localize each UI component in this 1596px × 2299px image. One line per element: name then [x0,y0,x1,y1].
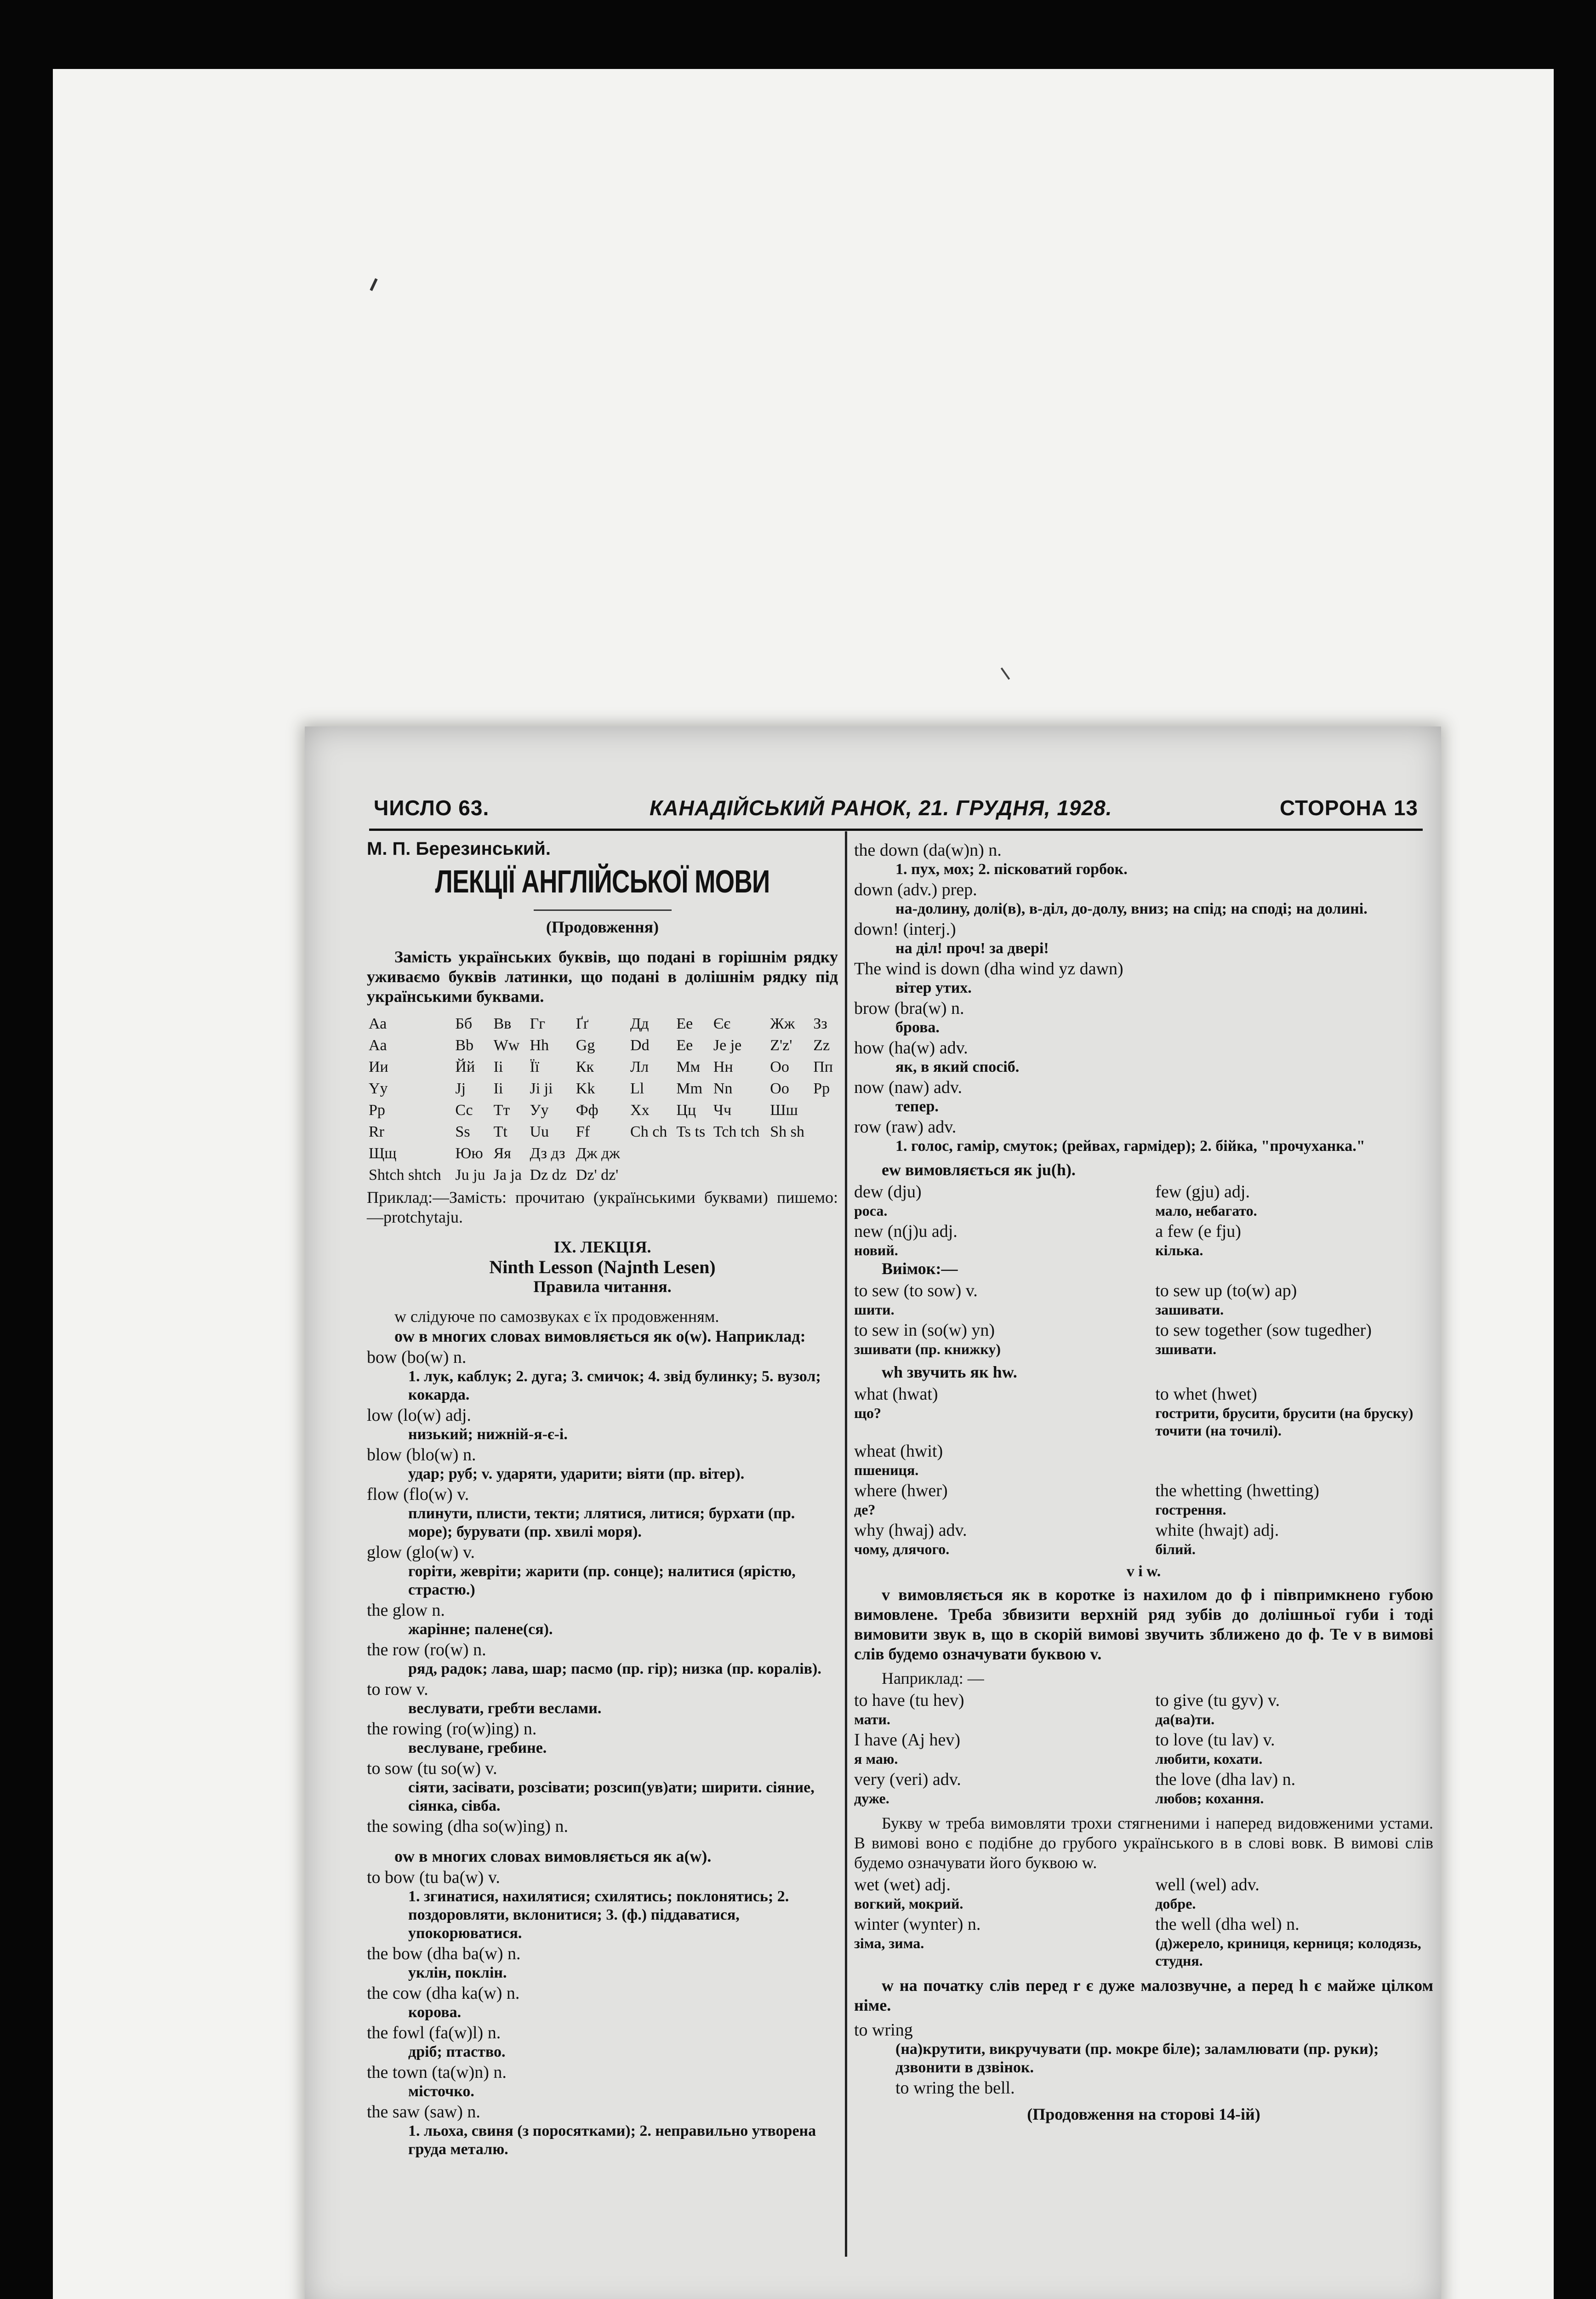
alphabet-cell: Ll [630,1080,644,1097]
alphabet-cell: Uu [530,1123,549,1140]
dictionary-word: the down (da(w)n) n. [854,841,1002,860]
pair-right [1155,1320,1433,1358]
alphabet-cell: Mm [676,1080,703,1097]
alphabet-cell: Ss [455,1123,470,1140]
article-author: М. П. Березинський. [367,839,551,859]
pair-gloss: кілька. [1155,1242,1203,1258]
dictionary-gloss: удар; руб; v. ударяти, ударити; віяти (пр. вітер). [408,1465,745,1482]
dictionary-gloss: 1. лук, каблук; 2. дуга; 3. смичок; 4. звід булинку; 5. вузол; кокарда. [408,1368,821,1403]
dictionary-word: to bow (tu ba(w) v. [367,1868,500,1887]
pair-gloss: зшивати. [1155,1341,1217,1357]
pair-word: to sew up (to(w) ap) [1155,1281,1297,1300]
alphabet-cell: Dz' dz' [576,1167,619,1184]
paragraph-v: v вимовляється як в коротке із нахилом до ф і півпримкнено губою вимовлене. Треба збвизити верхній ряд зубів до долішньої губи і тоді вимовити звук в, що в скорій вимові звучить зближено до ф. Те v в вимові слів будемо означувати буквою v. [854,1585,1433,1663]
alphabet-cell: Хх [630,1102,650,1119]
dictionary-word: the fowl (fa(w)l) n. [367,2023,501,2042]
pair-word: to whet (hwet) [1155,1384,1257,1404]
dictionary-word: row (raw) adv. [854,1117,957,1137]
pair-gloss: мати. [854,1711,890,1727]
dictionary-gloss: 1. пух, мох; 2. пісковатий горбок. [895,861,1128,878]
alphabet-cell: Юю [455,1145,483,1162]
pair-word: new (n(j)u adj. [854,1222,958,1241]
entry-wring-gloss: (на)крутити, викручувати (пр. мокре біле); заламлювати (пр. руки); дзвонити в дзвінок. [895,2041,1379,2076]
dictionary-gloss: 1. голос, гамір, смуток; (рейвах, гармідер); 2. бійка, "прочуханка." [895,1138,1365,1155]
pair-left [854,1281,1132,1318]
dictionary-gloss: дріб; птаство. [408,2043,506,2060]
alphabet-cell: Ts ts [676,1123,706,1140]
alphabet-cell: Йй [455,1058,475,1075]
alphabet-cell: Ее [676,1015,693,1032]
article-title: ЛЕКЦІЇ АНГЛІЙСЬКОЇ МОВИ [435,864,770,899]
alphabet-cell: Aa [369,1037,387,1054]
dictionary-gloss: ряд, радок; лава, шар; пасмо (пр. гір); низка (пр. коралів). [408,1660,821,1677]
rule-w: w слідуюче по самозвуках є їх продовженням. [394,1307,719,1326]
pair-word: what (hwat) [854,1384,938,1404]
pair-gloss: де? [854,1501,876,1518]
word-pair-row [854,1281,1433,1318]
pair-gloss: пшениця. [854,1462,919,1478]
pair-gloss: гострення. [1155,1501,1226,1518]
alphabet-cell: Sh sh [770,1123,804,1140]
pair-gloss: любов; кохання. [1155,1790,1264,1807]
dictionary-gloss: вітер утих. [895,979,972,996]
pair-left [854,1914,1132,1969]
pair-word: to sew together (sow tugedher) [1155,1321,1372,1340]
alphabet-cell: Pp [813,1080,830,1097]
column-divider [845,831,847,2257]
dictionary-word: down! (interj.) [854,920,956,939]
pairs-ew [854,1182,1433,1259]
dictionary-word: the rowing (ro(w)ing) n. [367,1719,537,1739]
dictionary-word: the row (ro(w) n. [367,1640,486,1659]
pair-right [1155,1520,1433,1558]
alphabet-cell: Оо [770,1058,789,1075]
pair-word: well (wel) adv. [1155,1875,1260,1894]
pair-gloss: (д)жерело, криниця, керниця; колодязь, студня. [1155,1935,1421,1969]
word-pair-row [854,1481,1433,1518]
pair-right [1155,1221,1433,1259]
pair-word: to love (tu lav) v. [1155,1730,1275,1750]
dictionary-gloss: плинути, плисти, текти; ллятися, литися; бурхати (пр. море); бурувати (пр. хвилі моря). [408,1505,795,1540]
pairs-sew [854,1281,1433,1358]
alphabet-cell: Дд [630,1015,649,1032]
alphabet-cell: Єє [713,1015,730,1032]
pair-gloss: що? [854,1405,882,1421]
alphabet-row [367,1143,838,1164]
dictionary-gloss: жарінне; палене(ся). [408,1621,553,1638]
alphabet-cell: Мм [676,1058,701,1075]
dictionary-word: the glow n. [367,1601,445,1620]
alphabet-cell: Ww [493,1037,520,1054]
alphabet-cell: Пп [813,1058,833,1075]
dictionary-word: to row v. [367,1680,428,1699]
pair-word: white (hwajt) adj. [1155,1521,1279,1540]
lesson-subtitle: Правила читання. [533,1277,672,1296]
pair-word: a few (e fju) [1155,1222,1241,1241]
alphabet-cell: Дз дз [530,1145,565,1162]
pair-gloss: дуже. [854,1790,889,1807]
dictionary-gloss: на-долину, долі(в), в-діл, до-долу, вниз; на спід; на споді; на долині. [895,900,1368,917]
pair-left [854,1384,1132,1439]
pair-gloss: зіма, зима. [854,1935,924,1951]
pair-left [854,1730,1132,1767]
alphabet-row [367,1056,838,1078]
alphabet-cell: Шш [770,1102,798,1119]
alphabet-cell: Tch tch [713,1123,760,1140]
pairs-v [854,1690,1433,1807]
alphabet-cell: Лл [630,1058,649,1075]
pair-right [1155,1441,1433,1479]
pair-word: dew (dju) [854,1182,922,1201]
alphabet-cell: Кк [576,1058,594,1075]
alphabet-cell: Дж дж [576,1145,620,1162]
alphabet-cell: Z'z' [770,1037,792,1054]
left-column [367,839,838,2159]
dictionary-word: blow (blo(w) n. [367,1445,476,1464]
pair-left [854,1441,1132,1479]
word-pair-row [854,1690,1433,1728]
alphabet-table [367,1013,838,1186]
pair-left [854,1690,1132,1728]
dictionary-word: to sow (tu so(w) v. [367,1759,497,1778]
alphabet-cell: Жж [770,1015,795,1032]
pair-gloss: білий. [1155,1541,1196,1557]
pair-gloss: зшивати (пр. книжку) [854,1341,1001,1357]
alphabet-cell: Dd [630,1037,650,1054]
dictionary-word: the town (ta(w)n) n. [367,2063,507,2082]
masthead-rule [369,829,1423,831]
dictionary-gloss: веслувати, гребти веслами. [408,1700,602,1717]
alphabet-cell: Tt [493,1123,507,1140]
dictionary-gloss: горіти, жевріти; жарити (пр. сонце); налитися (ярістю, страстю.) [408,1563,796,1598]
page-number: СТОРОНА 13 [1279,796,1418,820]
lesson-number: IX. ЛЕКЦІЯ. [553,1238,651,1256]
dictionary-word: bow (bo(w) n. [367,1348,467,1367]
pair-left [854,1320,1132,1358]
newspaper-page [305,726,1441,2299]
intro-paragraph: Замість українських буквів, що подані в горішнім рядку уживаємо буквів латинки, що подані в долішнім рядку під українськими буквами. [367,948,838,1006]
alphabet-row [367,1035,838,1056]
alphabet-cell: Зз [813,1015,827,1032]
issue-number: ЧИСЛО 63. [374,796,490,820]
alphabet-cell: Kk [576,1080,595,1097]
alphabet-row [367,1099,838,1121]
pair-right [1155,1182,1433,1219]
pair-word: wheat (hwit) [854,1441,943,1461]
continued-note: (Продовження) [546,918,659,936]
example-label: Наприклад: — [882,1669,984,1687]
word-pair-row [854,1769,1433,1807]
alphabet-cell: Сс [455,1102,473,1119]
pair-word: wet (wet) adj. [854,1875,951,1894]
dictionary-gloss: 1. льоха, свиня (з поросятками); 2. неправильно утворена груда металю. [408,2122,816,2158]
alphabet-row [367,1121,838,1143]
pair-right [1155,1481,1433,1518]
word-pair-row [854,1520,1433,1558]
word-pair-row [854,1441,1433,1479]
pair-gloss: любити, кохати. [1155,1750,1263,1767]
alphabet-cell: Oo [770,1080,789,1097]
alphabet-cell: Hh [530,1037,549,1054]
pair-gloss: вогкий, мокрий. [854,1895,963,1912]
pair-left [854,1221,1132,1259]
film-speck [1001,668,1010,680]
dictionary-word: the cow (dha ka(w) n. [367,1984,520,2003]
newspaper-title: КАНАДІЙСЬКИЙ РАНОК, 21. ГРУДНЯ, 1928. [650,796,1112,820]
rule-ew: ew вимовляється як ju(h). [882,1161,1076,1179]
lesson-title: Ninth Lesson (Najnth Lesen) [489,1257,716,1277]
pair-word: very (veri) adv. [854,1770,961,1789]
alphabet-row [367,1013,838,1035]
dictionary-word: down (adv.) prep. [854,880,977,899]
alphabet-cell: Цц [676,1102,696,1119]
alphabet-cell: Вв [493,1015,512,1032]
masthead [374,795,1427,828]
dictionary-word: glow (glo(w) v. [367,1543,475,1562]
alphabet-cell: Тт [493,1102,510,1119]
alphabet-cell: Рр [369,1102,385,1119]
alphabet-cell: Гг [530,1015,546,1032]
pair-word: why (hwaj) adv. [854,1521,967,1540]
pair-left [854,1875,1132,1912]
dictionary-word: brow (bra(w) n. [854,999,964,1018]
pair-gloss: да(ва)ти. [1155,1711,1215,1727]
alphabet-cell: Ja ja [493,1167,522,1184]
alphabet-cell: Її [530,1058,540,1075]
pair-right [1155,1384,1433,1439]
paragraph-w: Букву w треба вимовляти трохи стягненими і наперед видовженими устами. В вимові воно є подібне до грубого українського в в слові вовк. В вимові слів будемо означувати його буквою w. [854,1814,1433,1872]
paragraph-wr: w на початку слів перед r є дуже малозвучне, а перед h є майже цілком німе. [854,1976,1433,2014]
word-pair-row [854,1875,1433,1912]
pair-word: to give (tu gyv) v. [1155,1691,1280,1710]
word-pair-row [854,1182,1433,1219]
pair-left [854,1481,1132,1518]
entry-wring-word: to wring [854,2020,913,2040]
rule-ow-a: ow в многих словах вимовляється як a(w). [394,1847,712,1865]
dictionary-gloss: тепер. [895,1098,939,1115]
pair-word: to sew in (so(w) yn) [854,1321,995,1340]
alphabet-cell: Dz dz [530,1167,567,1184]
pairs-wh [854,1384,1433,1558]
dictionary-gloss: брова. [895,1019,940,1036]
pair-gloss: чому, длячого. [854,1541,950,1557]
word-pair-row [854,1914,1433,1969]
heading-v-w: v і w. [1126,1563,1161,1580]
right-column [854,839,1433,2124]
word-pair-row [854,1320,1433,1358]
alphabet-cell: Чч [713,1102,732,1119]
pair-word: the whetting (hwetting) [1155,1481,1319,1500]
dictionary-gloss: низький; нижній-я-є-і. [408,1426,568,1443]
entries-right [854,840,1433,1155]
dictionary-gloss: місточко. [408,2083,474,2100]
alphabet-cell: Ii [493,1080,503,1097]
microfilm-frame [53,69,1554,2299]
pair-gloss: роса. [854,1202,888,1219]
alphabet-cell: Yy [369,1080,388,1097]
pair-right [1155,1690,1433,1728]
exception-label: Виімок:— [882,1259,958,1278]
pair-right [1155,1875,1433,1912]
alphabet-cell: Ии [369,1058,388,1075]
dictionary-word: the sowing (dha so(w)ing) n. [367,1817,568,1836]
rule-ow: ow в многих словах вимовляється як o(w). Наприклад: [394,1327,806,1345]
alphabet-cell: Ee [676,1037,693,1054]
pair-word: to sew (to sow) v. [854,1281,978,1300]
alphabet-cell: Zz [813,1037,830,1054]
dictionary-gloss: веслуване, гребине. [408,1739,547,1756]
alphabet-cell: Ґґ [576,1015,589,1032]
pair-right [1155,1914,1433,1969]
alphabet-cell: Ji ji [530,1080,553,1097]
pair-gloss: я маю. [854,1750,898,1767]
alphabet-cell: Bb [455,1037,474,1054]
pair-word: few (gju) adj. [1155,1182,1250,1201]
alphabet-cell: Ch ch [630,1123,667,1140]
pair-left [854,1520,1132,1558]
pair-gloss: шити. [854,1301,895,1318]
example-paragraph: Приклад:—Замість: прочитаю (українськими буквами) пишемо: —protchytaju. [367,1188,838,1226]
dictionary-gloss: сіяти, засівати, розсівати; розсип(ув)ати; ширити. сіяние, сіянка, сівба. [408,1779,815,1814]
word-pair-row [854,1384,1433,1439]
pair-word: winter (wynter) n. [854,1915,981,1934]
alphabet-cell: Ff [576,1123,590,1140]
entry-wring-example: to wring the bell. [895,2078,1015,2098]
dictionary-word: how (ha(w) adv. [854,1038,968,1058]
alphabet-cell: Фф [576,1102,598,1119]
word-pair-row [854,1221,1433,1259]
dictionary-word: low (lo(w) adj. [367,1406,471,1425]
alphabet-row [367,1078,838,1099]
alphabet-cell: Нн [713,1058,733,1075]
pair-word: where (hwer) [854,1481,948,1500]
dictionary-gloss: як, в який спосіб. [895,1058,1020,1075]
alphabet-cell: Je je [713,1037,742,1054]
entries-ow [367,1347,838,1836]
pair-word: the love (dha lav) n. [1155,1770,1296,1789]
entries-ow-a [367,1867,838,2159]
alphabet-cell: Уу [530,1102,549,1119]
dictionary-gloss: на діл! проч! за двері! [895,940,1049,957]
title-rule [534,909,672,911]
dictionary-gloss: уклін, поклін. [408,1964,507,1981]
pairs-w [854,1875,1433,1969]
pair-word: I have (Aj hev) [854,1730,961,1750]
dictionary-word: now (naw) adv. [854,1078,962,1097]
pair-gloss: добре. [1155,1895,1196,1912]
dictionary-gloss: 1. згинатися, нахилятися; схилятись; поклонятись; 2. поздоровляти, вклонитися; 3. (ф.) піддаватися, упокорюватися. [408,1888,789,1942]
alphabet-cell: Gg [576,1037,595,1054]
pair-gloss: новий. [854,1242,898,1258]
alphabet-cell: Іі [493,1058,503,1075]
word-pair-row [854,1730,1433,1767]
rule-wh: wh звучить як hw. [882,1363,1017,1381]
dictionary-word: flow (flo(w) v. [367,1485,469,1504]
pair-left [854,1182,1132,1219]
alphabet-cell: Бб [455,1015,473,1032]
alphabet-row [367,1164,838,1186]
pair-right [1155,1769,1433,1807]
alphabet-cell: Shtch shtch [369,1167,441,1184]
pair-right [1155,1730,1433,1767]
alphabet-cell: Щщ [369,1145,397,1162]
dictionary-word: the saw (saw) n. [367,2102,480,2122]
pair-gloss: зашивати. [1155,1301,1224,1318]
alphabet-cell: Nn [713,1080,733,1097]
alphabet-cell: Jj [455,1080,466,1097]
alphabet-cell: Ju ju [455,1167,485,1184]
pair-word: the well (dha wel) n. [1155,1915,1300,1934]
pair-gloss: мало, небагато. [1155,1202,1257,1219]
dictionary-gloss: корова. [408,2004,462,2021]
alphabet-cell: Rr [369,1123,384,1140]
alphabet-cell: Аа [369,1015,387,1032]
dictionary-word: The wind is down (dha wind yz dawn) [854,959,1123,978]
dictionary-word: the bow (dha ba(w) n. [367,1944,521,1963]
alphabet-cell: Яя [493,1145,511,1162]
pair-gloss: гострити, брусити, брусити (на бруску) точити (на точилі). [1155,1405,1414,1439]
film-speck [370,278,377,291]
pair-left [854,1769,1132,1807]
pair-word: to have (tu hev) [854,1691,964,1710]
continued-footer: (Продовження на сторові 14-ій) [1027,2105,1260,2123]
pair-right [1155,1281,1433,1318]
